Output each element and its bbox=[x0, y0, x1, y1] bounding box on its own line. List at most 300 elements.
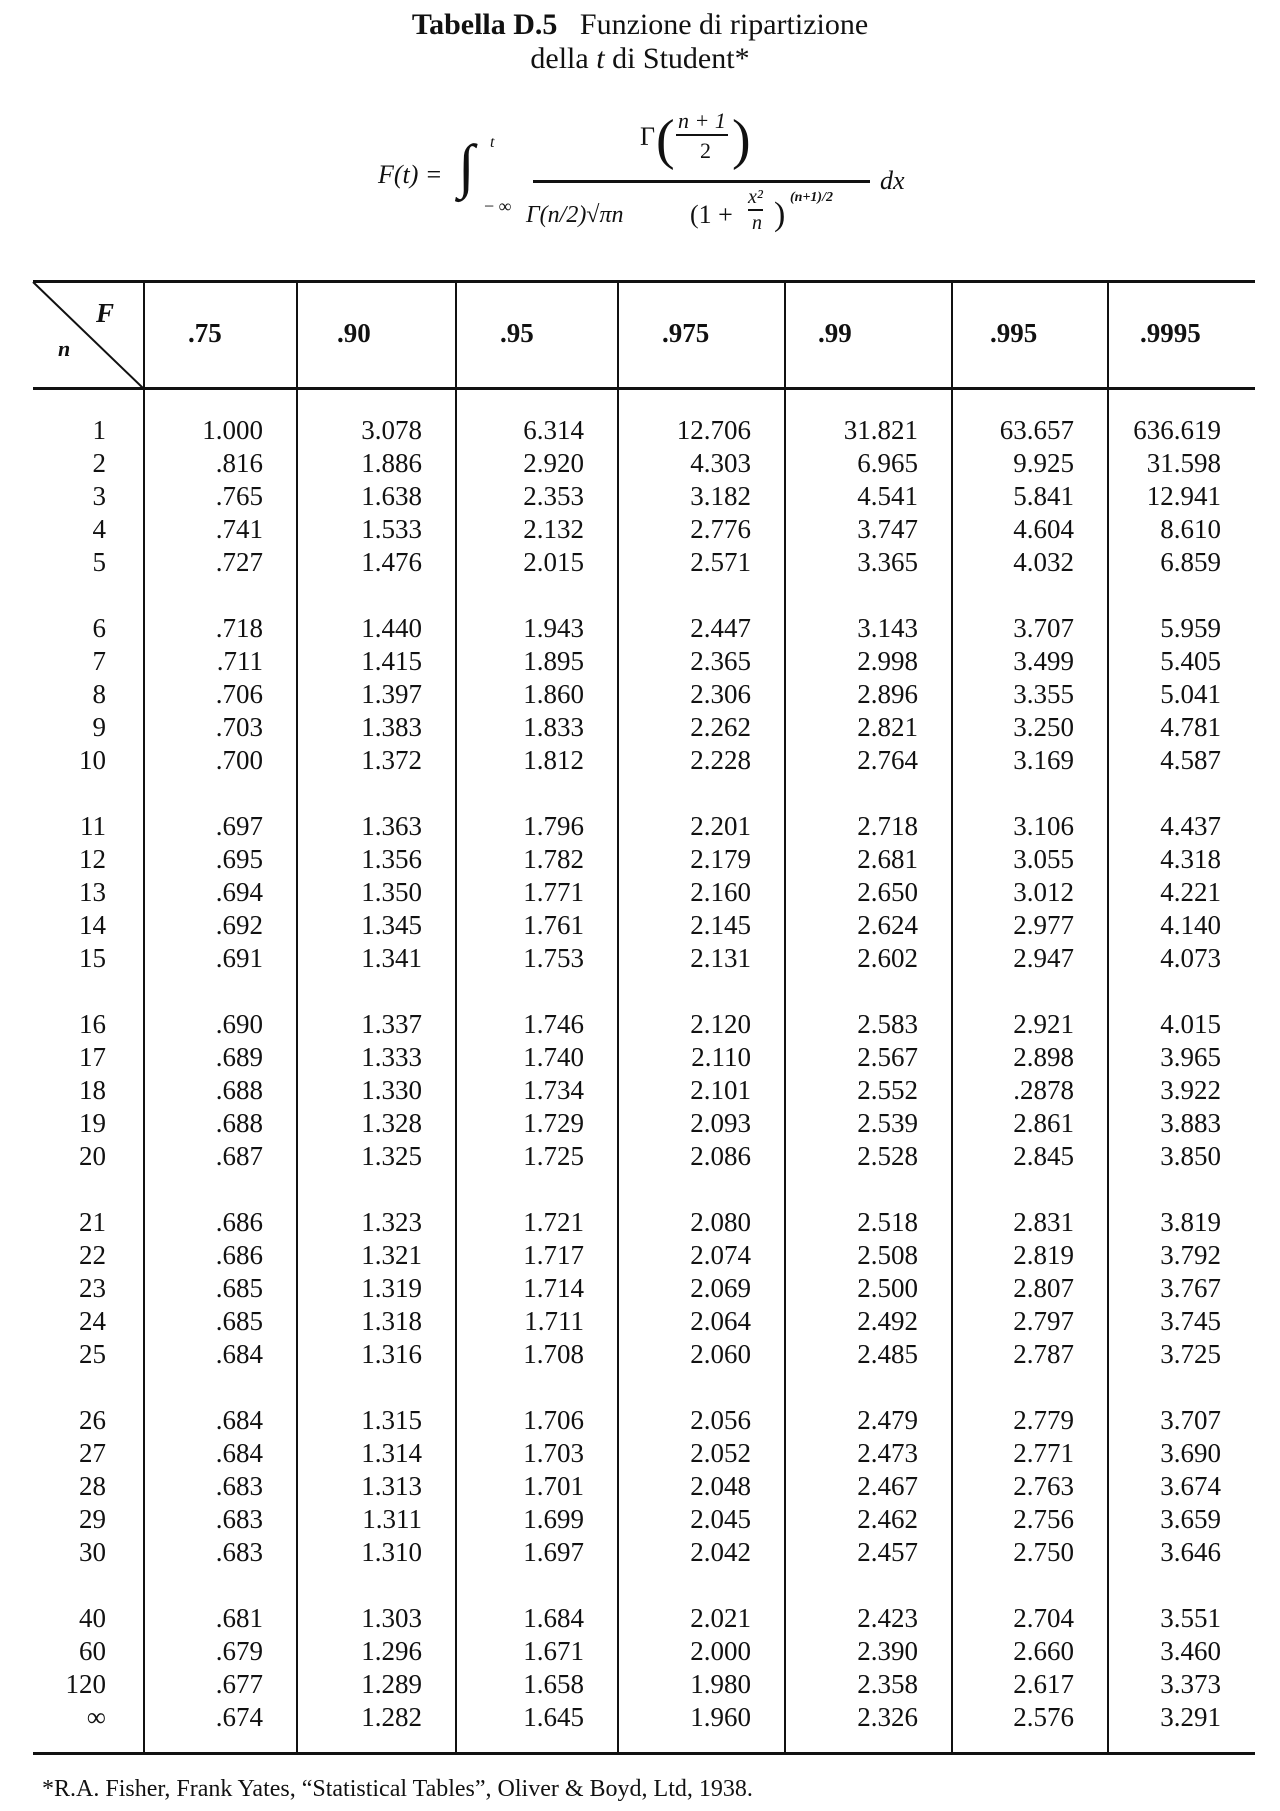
critical-value: 2.896 bbox=[857, 679, 918, 709]
critical-value: 2.797 bbox=[1013, 1306, 1074, 1336]
critical-value: 2.457 bbox=[857, 1537, 918, 1567]
critical-value: 1.476 bbox=[361, 547, 422, 577]
critical-value: 1.296 bbox=[361, 1636, 422, 1666]
critical-value: 1.350 bbox=[361, 877, 422, 907]
table-row bbox=[33, 1074, 1255, 1107]
critical-value: 3.965 bbox=[1160, 1042, 1221, 1072]
column-header: .9995 bbox=[1140, 318, 1201, 348]
critical-value: 2.617 bbox=[1013, 1669, 1074, 1699]
critical-value: .685 bbox=[215, 1273, 263, 1303]
critical-value: 1.714 bbox=[523, 1273, 584, 1303]
critical-value: 2.518 bbox=[857, 1207, 918, 1237]
critical-value: 1.533 bbox=[361, 514, 422, 544]
degrees-of-freedom: 26 bbox=[79, 1405, 106, 1435]
critical-value: 2.602 bbox=[857, 943, 918, 973]
critical-value: .687 bbox=[215, 1141, 263, 1171]
critical-value: 6.859 bbox=[1160, 547, 1221, 577]
degrees-of-freedom: 21 bbox=[79, 1207, 106, 1237]
table-row bbox=[33, 447, 1255, 480]
critical-value: 3.792 bbox=[1160, 1240, 1221, 1270]
critical-value: .694 bbox=[215, 877, 263, 907]
critical-value: 2.306 bbox=[690, 679, 751, 709]
group-spacer bbox=[33, 975, 1255, 1008]
table-row bbox=[33, 645, 1255, 678]
critical-value: 2.571 bbox=[690, 547, 751, 577]
critical-value: 1.960 bbox=[690, 1702, 751, 1732]
critical-value: 1.000 bbox=[202, 415, 263, 445]
critical-value: 4.781 bbox=[1160, 712, 1221, 742]
critical-value: .692 bbox=[215, 910, 263, 940]
critical-value: 4.140 bbox=[1160, 910, 1221, 940]
header-rule bbox=[33, 387, 1255, 390]
critical-value: 2.160 bbox=[690, 877, 751, 907]
column-header: .95 bbox=[500, 318, 534, 348]
critical-value: 1.746 bbox=[523, 1009, 584, 1039]
critical-value: 63.657 bbox=[999, 415, 1074, 445]
critical-value: 2.201 bbox=[690, 811, 751, 841]
critical-value: 2.326 bbox=[857, 1702, 918, 1732]
critical-value: 1.703 bbox=[523, 1438, 584, 1468]
critical-value: 1.658 bbox=[523, 1669, 584, 1699]
table-row bbox=[33, 1140, 1255, 1173]
critical-value: 1.315 bbox=[361, 1405, 422, 1435]
critical-value: 2.681 bbox=[857, 844, 918, 874]
column-header: .99 bbox=[818, 318, 852, 348]
degrees-of-freedom: ∞ bbox=[86, 1702, 106, 1732]
critical-value: 2.539 bbox=[857, 1108, 918, 1138]
degrees-of-freedom: 22 bbox=[79, 1240, 106, 1270]
critical-value: .684 bbox=[215, 1405, 263, 1435]
critical-value: 3.551 bbox=[1160, 1603, 1221, 1633]
table-row bbox=[33, 711, 1255, 744]
critical-value: 3.291 bbox=[1160, 1702, 1221, 1732]
critical-value: 2.052 bbox=[690, 1438, 751, 1468]
critical-value: .706 bbox=[215, 679, 263, 709]
critical-value: 2.718 bbox=[857, 811, 918, 841]
critical-value: 2.898 bbox=[1013, 1042, 1074, 1072]
critical-value: 2.576 bbox=[1013, 1702, 1074, 1732]
numerator-frac-bottom: 2 bbox=[700, 138, 711, 163]
degrees-of-freedom: 19 bbox=[79, 1108, 106, 1138]
critical-value: .690 bbox=[215, 1009, 263, 1039]
degrees-of-freedom: 18 bbox=[79, 1075, 106, 1105]
critical-value: 2.821 bbox=[857, 712, 918, 742]
critical-value: 2.390 bbox=[857, 1636, 918, 1666]
group-spacer bbox=[33, 777, 1255, 810]
critical-value: 2.365 bbox=[690, 646, 751, 676]
table-row bbox=[33, 1701, 1255, 1734]
critical-value: 2.145 bbox=[690, 910, 751, 940]
table-row bbox=[33, 942, 1255, 975]
critical-value: 3.707 bbox=[1013, 613, 1074, 643]
critical-value: 9.925 bbox=[1013, 448, 1074, 478]
critical-value: .683 bbox=[215, 1471, 263, 1501]
table-row bbox=[33, 414, 1255, 447]
critical-value: 1.708 bbox=[523, 1339, 584, 1369]
critical-value: 2.423 bbox=[857, 1603, 918, 1633]
critical-value: 1.645 bbox=[523, 1702, 584, 1732]
critical-value: 2.977 bbox=[1013, 910, 1074, 940]
group-spacer bbox=[33, 1569, 1255, 1602]
degrees-of-freedom: 29 bbox=[79, 1504, 106, 1534]
critical-value: .685 bbox=[215, 1306, 263, 1336]
critical-value: 1.319 bbox=[361, 1273, 422, 1303]
degrees-of-freedom: 27 bbox=[79, 1438, 106, 1468]
critical-value: 2.998 bbox=[857, 646, 918, 676]
critical-value: 1.440 bbox=[361, 613, 422, 643]
critical-value: 2.074 bbox=[690, 1240, 751, 1270]
critical-value: 2.552 bbox=[857, 1075, 918, 1105]
critical-value: 4.437 bbox=[1160, 811, 1221, 841]
critical-value: 1.706 bbox=[523, 1405, 584, 1435]
critical-value: 2.624 bbox=[857, 910, 918, 940]
critical-value: .686 bbox=[215, 1240, 263, 1270]
degrees-of-freedom: 1 bbox=[92, 415, 106, 445]
corner-n: n bbox=[58, 336, 71, 361]
table-row bbox=[33, 1437, 1255, 1470]
critical-value: .816 bbox=[215, 448, 263, 478]
degrees-of-freedom: 24 bbox=[79, 1306, 106, 1336]
column-header: .90 bbox=[337, 318, 371, 348]
critical-value: .681 bbox=[215, 1603, 263, 1633]
critical-value: 2.479 bbox=[857, 1405, 918, 1435]
degrees-of-freedom: 11 bbox=[80, 811, 106, 841]
critical-value: 1.310 bbox=[361, 1537, 422, 1567]
critical-value: .684 bbox=[215, 1339, 263, 1369]
critical-value: 1.341 bbox=[361, 943, 422, 973]
critical-value: 3.725 bbox=[1160, 1339, 1221, 1369]
critical-value: 2.021 bbox=[690, 1603, 751, 1633]
critical-value: 2.756 bbox=[1013, 1504, 1074, 1534]
table-row bbox=[33, 1272, 1255, 1305]
critical-value: 2.069 bbox=[690, 1273, 751, 1303]
critical-value: 2.228 bbox=[690, 745, 751, 775]
critical-value: 2.861 bbox=[1013, 1108, 1074, 1138]
corner-diagonal bbox=[0, 0, 200, 400]
critical-value: 5.959 bbox=[1160, 613, 1221, 643]
critical-value: 2.819 bbox=[1013, 1240, 1074, 1270]
critical-value: 2.831 bbox=[1013, 1207, 1074, 1237]
critical-value: 2.947 bbox=[1013, 943, 1074, 973]
degrees-of-freedom: 40 bbox=[79, 1603, 106, 1633]
critical-value: .765 bbox=[215, 481, 263, 511]
critical-value: 2.086 bbox=[690, 1141, 751, 1171]
critical-value: 2.060 bbox=[690, 1339, 751, 1369]
degrees-of-freedom: 12 bbox=[79, 844, 106, 874]
integral-lower: − ∞ bbox=[484, 196, 512, 216]
critical-value: 3.106 bbox=[1013, 811, 1074, 841]
critical-value: 2.787 bbox=[1013, 1339, 1074, 1369]
critical-value: .703 bbox=[215, 712, 263, 742]
critical-value: 2.660 bbox=[1013, 1636, 1074, 1666]
table-row bbox=[33, 1635, 1255, 1668]
critical-value: 3.055 bbox=[1013, 844, 1074, 874]
critical-value: 3.078 bbox=[361, 415, 422, 445]
critical-value: 3.707 bbox=[1160, 1405, 1221, 1435]
critical-value: 1.638 bbox=[361, 481, 422, 511]
critical-value: 1.397 bbox=[361, 679, 422, 709]
critical-value: 2.845 bbox=[1013, 1141, 1074, 1171]
denominator-gamma: Γ(n/2)√πn bbox=[526, 202, 624, 228]
integral-upper: t bbox=[490, 134, 495, 151]
critical-value: 1.330 bbox=[361, 1075, 422, 1105]
table-row bbox=[33, 909, 1255, 942]
degrees-of-freedom: 14 bbox=[79, 910, 106, 940]
degrees-of-freedom: 30 bbox=[79, 1537, 106, 1567]
critical-value: 1.318 bbox=[361, 1306, 422, 1336]
critical-value: 4.318 bbox=[1160, 844, 1221, 874]
critical-value: 2.807 bbox=[1013, 1273, 1074, 1303]
critical-value: 3.646 bbox=[1160, 1537, 1221, 1567]
critical-value: 2.179 bbox=[690, 844, 751, 874]
table-row bbox=[33, 1338, 1255, 1371]
critical-value: 2.492 bbox=[857, 1306, 918, 1336]
degrees-of-freedom: 25 bbox=[79, 1339, 106, 1369]
critical-value: 2.101 bbox=[690, 1075, 751, 1105]
critical-value: 4.221 bbox=[1160, 877, 1221, 907]
critical-value: .674 bbox=[215, 1702, 263, 1732]
critical-value: 1.333 bbox=[361, 1042, 422, 1072]
critical-value: 4.015 bbox=[1160, 1009, 1221, 1039]
fraction-bar bbox=[533, 180, 870, 183]
table-number: Tabella D.5 bbox=[411, 8, 558, 41]
critical-value: 3.883 bbox=[1160, 1108, 1221, 1138]
denominator-paren: (1 + bbox=[690, 200, 733, 229]
critical-value: 1.711 bbox=[524, 1306, 584, 1336]
degrees-of-freedom: 13 bbox=[79, 877, 106, 907]
table-row bbox=[33, 1470, 1255, 1503]
critical-value: 2.015 bbox=[523, 547, 584, 577]
critical-value: 1.895 bbox=[523, 646, 584, 676]
critical-value: 2.704 bbox=[1013, 1603, 1074, 1633]
critical-value: 31.821 bbox=[843, 415, 918, 445]
critical-value: 2.132 bbox=[523, 514, 584, 544]
degrees-of-freedom: 17 bbox=[79, 1042, 106, 1072]
critical-value: 1.980 bbox=[690, 1669, 751, 1699]
critical-value: 2.764 bbox=[857, 745, 918, 775]
critical-value: 3.659 bbox=[1160, 1504, 1221, 1534]
critical-value: 31.598 bbox=[1146, 448, 1221, 478]
critical-value: 3.143 bbox=[857, 613, 918, 643]
critical-value: .683 bbox=[215, 1504, 263, 1534]
critical-value: 2.508 bbox=[857, 1240, 918, 1270]
table-row bbox=[33, 1008, 1255, 1041]
group-spacer bbox=[33, 1371, 1255, 1404]
critical-value: 2.650 bbox=[857, 877, 918, 907]
critical-value: 2.447 bbox=[690, 613, 751, 643]
degrees-of-freedom: 7 bbox=[92, 646, 106, 676]
critical-value: 1.372 bbox=[361, 745, 422, 775]
critical-value: 6.965 bbox=[857, 448, 918, 478]
critical-value: 3.250 bbox=[1013, 712, 1074, 742]
table-row bbox=[33, 1602, 1255, 1635]
critical-value: 1.363 bbox=[361, 811, 422, 841]
critical-value: 1.701 bbox=[523, 1471, 584, 1501]
critical-value: 2.358 bbox=[857, 1669, 918, 1699]
table-row bbox=[33, 876, 1255, 909]
critical-value: 1.282 bbox=[361, 1702, 422, 1732]
degrees-of-freedom: 2 bbox=[92, 448, 106, 478]
critical-value: 2.763 bbox=[1013, 1471, 1074, 1501]
critical-value: 2.045 bbox=[690, 1504, 751, 1534]
critical-value: .689 bbox=[215, 1042, 263, 1072]
critical-value: 2.262 bbox=[690, 712, 751, 742]
degrees-of-freedom: 8 bbox=[92, 679, 106, 709]
critical-value: 2.921 bbox=[1013, 1009, 1074, 1039]
critical-value: 2.583 bbox=[857, 1009, 918, 1039]
critical-value: .718 bbox=[215, 613, 263, 643]
critical-value: .691 bbox=[215, 943, 263, 973]
critical-value: 1.328 bbox=[361, 1108, 422, 1138]
column-header: .995 bbox=[990, 318, 1038, 348]
degrees-of-freedom: 16 bbox=[79, 1009, 106, 1039]
critical-value: 1.729 bbox=[523, 1108, 584, 1138]
table-row bbox=[33, 1536, 1255, 1569]
critical-value: 1.699 bbox=[523, 1504, 584, 1534]
critical-value: 2.462 bbox=[857, 1504, 918, 1534]
degrees-of-freedom: 15 bbox=[79, 943, 106, 973]
critical-value: 1.725 bbox=[523, 1141, 584, 1171]
table-row bbox=[33, 546, 1255, 579]
critical-value: 1.303 bbox=[361, 1603, 422, 1633]
critical-value: 5.041 bbox=[1160, 679, 1221, 709]
critical-value: 2.080 bbox=[690, 1207, 751, 1237]
table-bottom-rule bbox=[33, 1752, 1255, 1755]
table-row bbox=[33, 843, 1255, 876]
critical-value: 2.048 bbox=[690, 1471, 751, 1501]
critical-value: 636.619 bbox=[1133, 415, 1221, 445]
critical-value: 3.767 bbox=[1160, 1273, 1221, 1303]
critical-value: 1.740 bbox=[523, 1042, 584, 1072]
critical-value: 1.316 bbox=[361, 1339, 422, 1369]
critical-value: 1.771 bbox=[523, 877, 584, 907]
critical-value: 3.365 bbox=[857, 547, 918, 577]
critical-value: 1.697 bbox=[523, 1537, 584, 1567]
critical-value: 2.467 bbox=[857, 1471, 918, 1501]
critical-value: 4.032 bbox=[1013, 547, 1074, 577]
critical-value: 3.819 bbox=[1160, 1207, 1221, 1237]
differential: dx bbox=[880, 166, 905, 195]
column-header: .975 bbox=[662, 318, 710, 348]
critical-value: 1.321 bbox=[361, 1240, 422, 1270]
integral-sign: ∫ bbox=[458, 133, 475, 199]
critical-value: .686 bbox=[215, 1207, 263, 1237]
subtitle-part: di Student* bbox=[612, 42, 750, 75]
degrees-of-freedom: 60 bbox=[79, 1636, 106, 1666]
formula-lhs: F(t) = bbox=[378, 160, 443, 189]
table-row bbox=[33, 513, 1255, 546]
critical-value: 2.056 bbox=[690, 1405, 751, 1435]
numerator-frac-top: n + 1 bbox=[676, 108, 728, 136]
critical-value: 4.073 bbox=[1160, 943, 1221, 973]
critical-value: 1.289 bbox=[361, 1669, 422, 1699]
denominator-frac-top: x² bbox=[748, 186, 763, 211]
critical-value: 1.311 bbox=[362, 1504, 422, 1534]
critical-value: 1.356 bbox=[361, 844, 422, 874]
critical-value: .684 bbox=[215, 1438, 263, 1468]
critical-value: 2.567 bbox=[857, 1042, 918, 1072]
critical-value: 1.734 bbox=[523, 1075, 584, 1105]
critical-value: 1.833 bbox=[523, 712, 584, 742]
critical-value: .688 bbox=[215, 1108, 263, 1138]
table-row bbox=[33, 1107, 1255, 1140]
critical-value: 2.131 bbox=[690, 943, 751, 973]
critical-value: .741 bbox=[215, 514, 263, 544]
critical-value: 3.355 bbox=[1013, 679, 1074, 709]
critical-value: 12.941 bbox=[1146, 481, 1221, 511]
critical-value: 3.182 bbox=[690, 481, 751, 511]
critical-value: 12.706 bbox=[676, 415, 751, 445]
critical-value: 4.587 bbox=[1160, 745, 1221, 775]
degrees-of-freedom: 3 bbox=[92, 481, 106, 511]
critical-value: 1.415 bbox=[361, 646, 422, 676]
critical-value: 3.460 bbox=[1160, 1636, 1221, 1666]
critical-value: 2.920 bbox=[523, 448, 584, 478]
critical-value: 2.750 bbox=[1013, 1537, 1074, 1567]
critical-value: 2.110 bbox=[691, 1042, 751, 1072]
degrees-of-freedom: 28 bbox=[79, 1471, 106, 1501]
critical-value: 5.405 bbox=[1160, 646, 1221, 676]
critical-value: 2.776 bbox=[690, 514, 751, 544]
critical-value: 8.610 bbox=[1160, 514, 1221, 544]
critical-value: 5.841 bbox=[1013, 481, 1074, 511]
table-row bbox=[33, 1668, 1255, 1701]
critical-value: 3.745 bbox=[1160, 1306, 1221, 1336]
critical-value: 1.323 bbox=[361, 1207, 422, 1237]
table-row bbox=[33, 480, 1255, 513]
critical-value: 3.373 bbox=[1160, 1669, 1221, 1699]
table-row bbox=[33, 678, 1255, 711]
critical-value: 2.353 bbox=[523, 481, 584, 511]
critical-value: 2.500 bbox=[857, 1273, 918, 1303]
critical-value: 1.684 bbox=[523, 1603, 584, 1633]
table-row bbox=[33, 612, 1255, 645]
table-row bbox=[33, 1041, 1255, 1074]
critical-value: 3.922 bbox=[1160, 1075, 1221, 1105]
critical-value: 2.064 bbox=[690, 1306, 751, 1336]
critical-value: 4.303 bbox=[690, 448, 751, 478]
critical-value: 1.383 bbox=[361, 712, 422, 742]
table-row bbox=[33, 1503, 1255, 1536]
critical-value: 1.812 bbox=[523, 745, 584, 775]
group-spacer bbox=[33, 1173, 1255, 1206]
subtitle-var: t bbox=[596, 42, 605, 75]
critical-value: 1.761 bbox=[523, 910, 584, 940]
critical-value: 6.314 bbox=[523, 415, 584, 445]
critical-value: 1.753 bbox=[523, 943, 584, 973]
degrees-of-freedom: 10 bbox=[79, 745, 106, 775]
critical-value: 3.674 bbox=[1160, 1471, 1221, 1501]
degrees-of-freedom: 20 bbox=[79, 1141, 106, 1171]
table-row bbox=[33, 1239, 1255, 1272]
critical-value: 1.860 bbox=[523, 679, 584, 709]
corner-F: F bbox=[96, 298, 115, 328]
table-row bbox=[33, 810, 1255, 843]
critical-value: 3.747 bbox=[857, 514, 918, 544]
critical-value: .679 bbox=[215, 1636, 263, 1666]
critical-value: 1.796 bbox=[523, 811, 584, 841]
critical-value: 2.042 bbox=[690, 1537, 751, 1567]
title-text: Funzione di ripartizione bbox=[579, 8, 869, 41]
table-row bbox=[33, 1206, 1255, 1239]
critical-value: 3.169 bbox=[1013, 745, 1074, 775]
critical-value: .697 bbox=[215, 811, 263, 841]
degrees-of-freedom: 4 bbox=[92, 514, 106, 544]
table-top-rule bbox=[33, 280, 1255, 283]
critical-value: .683 bbox=[215, 1537, 263, 1567]
critical-value: .711 bbox=[216, 646, 263, 676]
denominator-close: ) bbox=[774, 196, 786, 233]
